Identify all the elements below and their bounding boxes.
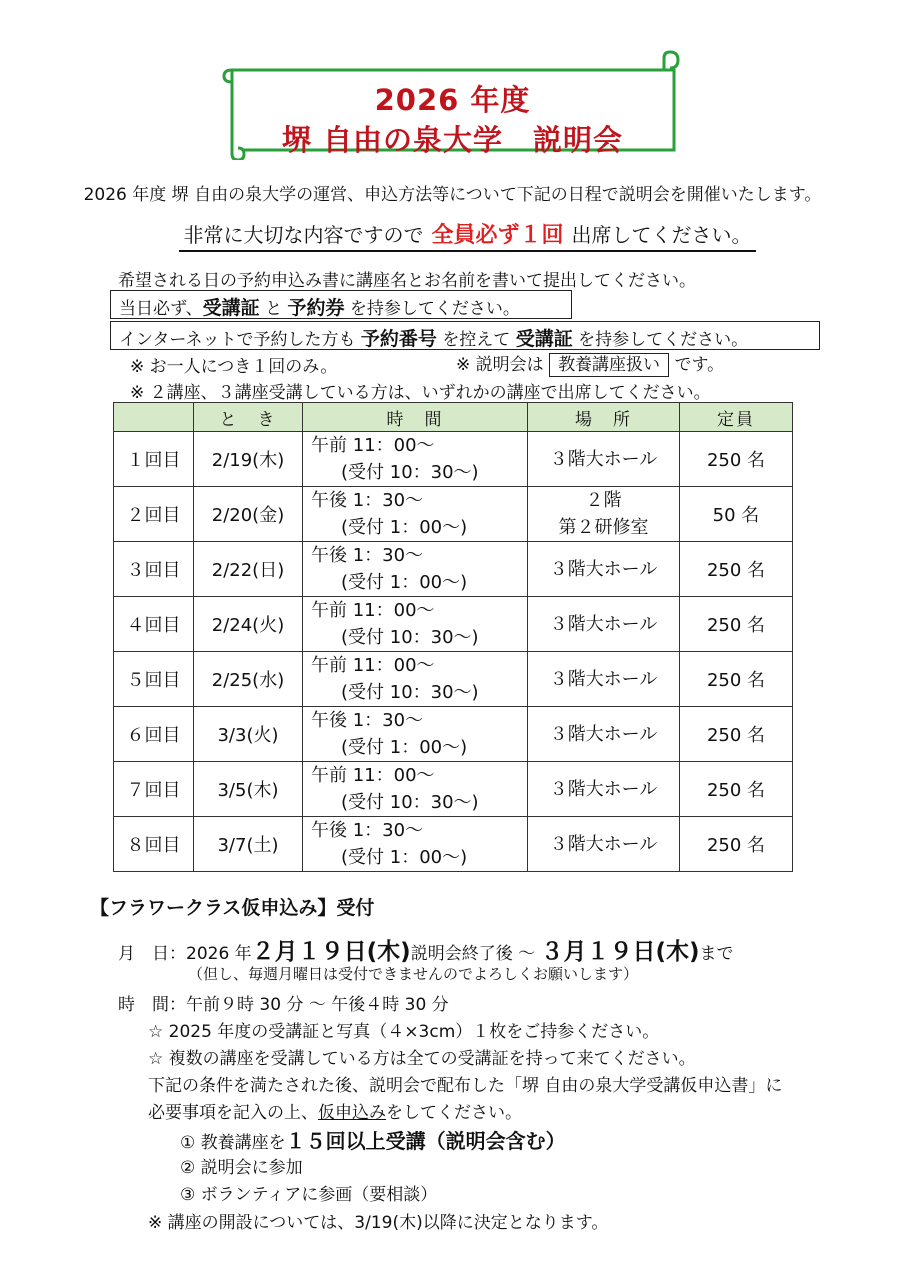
date-start: ２月１９日(木) xyxy=(251,939,411,965)
condition-3: ③ ボランティアに参画（要相談） xyxy=(180,1185,438,1205)
cond-bold: １５回以上受講（説明会含む） xyxy=(285,1129,566,1153)
session-number: ５回目 xyxy=(114,652,194,707)
session-number: １回目 xyxy=(114,432,194,487)
start-time: 午前 11：00～ xyxy=(311,435,435,456)
important-after: 出席してください。 xyxy=(571,223,752,247)
session-time xyxy=(303,542,528,597)
place-line-1: ３階大ホール xyxy=(549,613,658,635)
session-place xyxy=(528,817,680,872)
cond-text: 必要事項を記入の上、 xyxy=(148,1103,318,1123)
note-liberal-arts xyxy=(456,350,724,375)
session-number: ２回目 xyxy=(114,487,194,542)
session-time xyxy=(303,652,528,707)
header-place: 場 所 xyxy=(528,403,680,432)
session-date: 3/3(火) xyxy=(194,707,303,762)
session-time xyxy=(303,817,528,872)
table-header-row xyxy=(114,403,793,432)
table-row xyxy=(114,542,793,597)
liberal-arts-badge: 教養講座扱い xyxy=(549,353,669,377)
cond-text: ① 教養講座を xyxy=(180,1133,286,1153)
session-time xyxy=(303,707,528,762)
instruction-box-1 xyxy=(110,290,572,319)
important-notice xyxy=(0,218,905,252)
start-time: 午前 11：00～ xyxy=(311,765,435,786)
header-no xyxy=(114,403,194,432)
start-time: 午後 1：30～ xyxy=(311,490,424,511)
header-time: 時 間 xyxy=(303,403,528,432)
flower-date-line xyxy=(118,933,734,966)
flower-time-line xyxy=(118,990,449,1015)
session-place xyxy=(528,652,680,707)
note-text: です。 xyxy=(674,355,725,375)
session-number: ８回目 xyxy=(114,817,194,872)
flower-condition-line-2 xyxy=(148,1098,522,1123)
final-note: ※ 講座の開設については、3/19(木)以降に決定となります。 xyxy=(148,1213,609,1233)
place-line-1: ３階大ホール xyxy=(549,668,658,690)
document-title-year: 2026 年度 xyxy=(374,83,531,117)
note-multiple-courses: ※ ２講座、３講座受講している方は、いずれかの講座で出席してください。 xyxy=(130,383,711,403)
date-mid: 説明会終了後 ～ xyxy=(410,944,536,964)
date-label: 月 日： xyxy=(118,944,186,964)
start-time: 午後 1：30～ xyxy=(311,710,424,731)
session-place xyxy=(528,597,680,652)
place-line-1: ３階大ホール xyxy=(549,558,658,580)
session-date: 2/24(火) xyxy=(194,597,303,652)
session-capacity: 250 名 xyxy=(680,707,793,762)
table-row xyxy=(114,707,793,762)
instruction-text: と xyxy=(265,299,283,319)
start-time: 午前 11：00～ xyxy=(311,655,435,676)
reception-time: (受付 1：00～) xyxy=(341,847,468,868)
session-number: ６回目 xyxy=(114,707,194,762)
table-row xyxy=(114,487,793,542)
header-capacity: 定員 xyxy=(680,403,793,432)
instruction-bold: 受講証 xyxy=(202,297,260,319)
reception-time: (受付 1：00～) xyxy=(341,572,468,593)
place-line-1: ３階大ホール xyxy=(549,448,658,470)
flower-date-note: （但し、毎週月曜日は受付できませんのでよろしくお願いします） xyxy=(188,965,639,983)
date-until: まで xyxy=(699,944,734,964)
cond-underlined: 仮申込み xyxy=(318,1103,386,1123)
time-label: 時 間： xyxy=(118,995,186,1015)
session-number: ３回目 xyxy=(114,542,194,597)
session-date: 3/7(土) xyxy=(194,817,303,872)
start-time: 午後 1：30～ xyxy=(311,820,424,841)
reception-time: (受付 10：30～) xyxy=(341,682,479,703)
table-row xyxy=(114,597,793,652)
reception-time: (受付 10：30～) xyxy=(341,792,479,813)
instruction-text: を持参してください。 xyxy=(349,299,520,319)
date-end: ３月１９日(木) xyxy=(540,939,700,965)
session-number: ７回目 xyxy=(114,762,194,817)
instruction-text: を持参してください。 xyxy=(578,330,749,350)
instruction-text: を控えて xyxy=(442,330,511,350)
important-emphasis: 全員必ず１回 xyxy=(431,223,564,248)
session-date: 2/19(木) xyxy=(194,432,303,487)
place-line-1: ３階大ホール xyxy=(549,833,658,855)
session-place xyxy=(528,487,680,542)
place-line-1: ３階大ホール xyxy=(549,723,658,745)
session-place xyxy=(528,542,680,597)
instruction-bold: 予約券 xyxy=(287,297,345,319)
start-time: 午前 11：00～ xyxy=(311,600,435,621)
instruction-line-1: 希望される日の予約申込み書に講座名とお名前を書いて提出してください。 xyxy=(118,271,696,291)
important-before: 非常に大切な内容ですので xyxy=(183,223,424,247)
instruction-text: インターネットで予約した方も xyxy=(119,330,356,350)
session-date: 2/22(日) xyxy=(194,542,303,597)
intro-text: 2026 年度 堺 自由の泉大学の運営、申込方法等について下記の日程で説明会を開催いたします。 xyxy=(83,185,822,205)
session-place xyxy=(528,707,680,762)
session-date: 2/25(水) xyxy=(194,652,303,707)
instruction-text: 当日必ず、 xyxy=(119,299,203,319)
table-row xyxy=(114,817,793,872)
session-time xyxy=(303,432,528,487)
session-place xyxy=(528,432,680,487)
session-date: 2/20(金) xyxy=(194,487,303,542)
reception-time: (受付 10：30～) xyxy=(341,627,479,648)
schedule-table xyxy=(113,402,793,872)
session-time xyxy=(303,487,528,542)
table-row xyxy=(114,762,793,817)
table-row xyxy=(114,432,793,487)
session-capacity: 250 名 xyxy=(680,762,793,817)
session-capacity: 250 名 xyxy=(680,597,793,652)
session-place xyxy=(528,762,680,817)
session-capacity: 50 名 xyxy=(680,487,793,542)
condition-2: ② 説明会に参加 xyxy=(180,1158,303,1178)
instruction-bold: 予約番号 xyxy=(360,328,437,350)
flower-star-2: ☆ 複数の講座を受講している方は全ての受講証を持って来てください。 xyxy=(148,1049,696,1069)
reception-time: (受付 1：00～) xyxy=(341,517,468,538)
session-capacity: 250 名 xyxy=(680,542,793,597)
flower-class-heading: 【フラワークラス仮申込み】受付 xyxy=(90,897,375,919)
session-number: ４回目 xyxy=(114,597,194,652)
date-year: 2026 年 xyxy=(186,944,252,964)
session-capacity: 250 名 xyxy=(680,817,793,872)
session-time xyxy=(303,762,528,817)
reception-time: (受付 10：30～) xyxy=(341,462,479,483)
instruction-box-2 xyxy=(110,321,820,350)
place-line-2: 第２研修室 xyxy=(558,517,649,538)
place-line-1: ３階大ホール xyxy=(549,778,658,800)
condition-1 xyxy=(180,1125,566,1154)
instruction-bold: 受講証 xyxy=(515,328,573,350)
reception-time: (受付 1：00～) xyxy=(341,737,468,758)
start-time: 午後 1：30～ xyxy=(311,545,424,566)
flower-star-1: ☆ 2025 年度の受講証と写真（４×3cm）１枚をご持参ください。 xyxy=(148,1022,660,1042)
cond-text: をしてください。 xyxy=(386,1103,522,1123)
note-text: ※ 説明会は xyxy=(456,355,544,375)
header-date: と き xyxy=(194,403,303,432)
table-row xyxy=(114,652,793,707)
document-title-main: 堺 自由の泉大学 説明会 xyxy=(281,123,624,157)
flower-condition-line-1: 下記の条件を満たされた後、説明会で配布した「堺 自由の泉大学受講仮申込書」に xyxy=(148,1076,783,1096)
session-capacity: 250 名 xyxy=(680,432,793,487)
note-one-per-person: ※ お一人につき１回のみ。 xyxy=(130,357,338,377)
session-time xyxy=(303,597,528,652)
place-line-1: ２階 xyxy=(585,490,622,511)
session-date: 3/5(木) xyxy=(194,762,303,817)
session-capacity: 250 名 xyxy=(680,652,793,707)
time-value: 午前９時 30 分 ～ 午後４時 30 分 xyxy=(186,995,449,1015)
